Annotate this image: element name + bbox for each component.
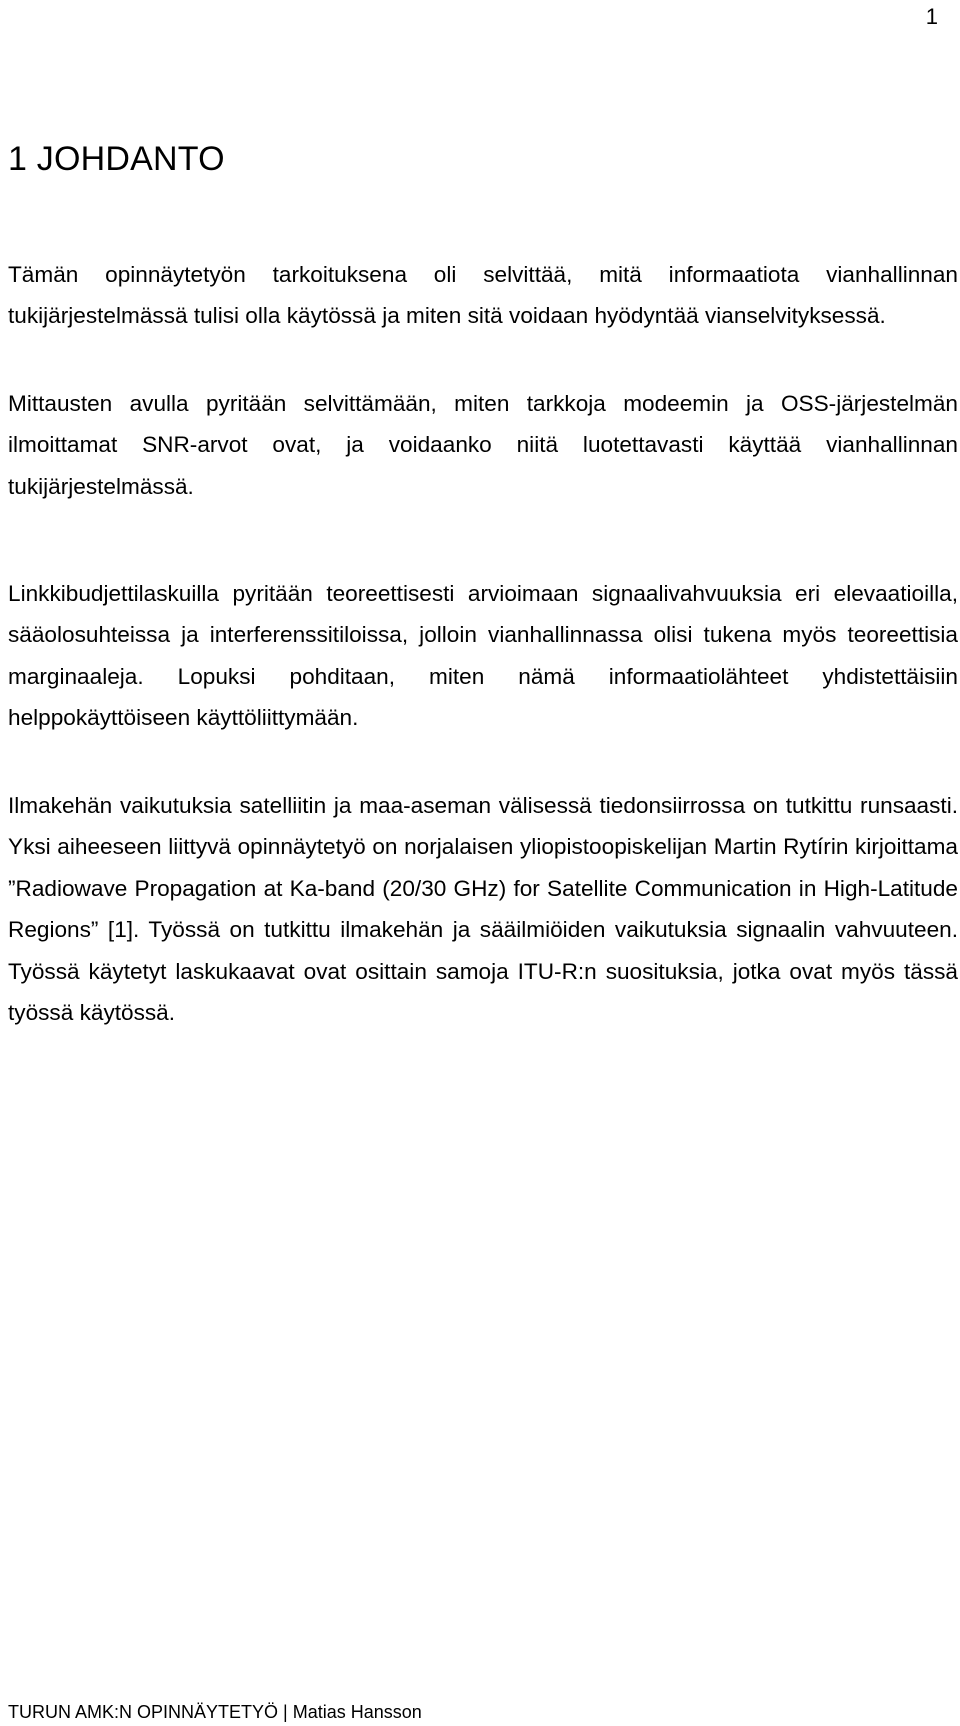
paragraph-link-budget: Linkkibudjettilaskuilla pyritään teoreettisesti arvioimaan signaalivahvuuksia eri elevaatioilla, sääolosuhteissa ja interferenssitiloissa, jolloin vianhallinnassa olisi tukena myös teoreettisia marginaaleja. Lopuksi pohditaan, miten nämä informaatiolähteet yhdistettäisiin helppokäyttöiseen käyttöliittymään.	[8, 581, 958, 731]
paragraph-measurements: Mittausten avulla pyritään selvittämään, miten tarkkoja modeemin ja OSS-järjestelmän ilmoittamat SNR-arvot ovat, ja voidaanko niitä luotettavasti käyttää vianhallinnan tukijärjestelmässä.	[8, 391, 958, 499]
page-number: 1	[925, 4, 938, 29]
chapter-title: 1 JOHDANTO	[8, 140, 225, 178]
paragraph-atmospheric-effects: Ilmakehän vaikutuksia satelliitin ja maa-aseman välisessä tiedonsiirrossa on tutkittu runsaasti. Yksi aiheeseen liittyvä opinnäytetyö on norjalaisen yliopistoopiskelijan Martin Rytírin kirjoittama ”Radiowave Propagation at Ka-band (20/30 GHz) for Satellite Communication in High-Latitude Regions” [1]. Työssä on tutkittu ilmakehän ja sääilmiöiden vaikutuksia signaalin vahvuuteen. Työssä käytetyt laskukaavat ovat osittain samoja ITU-R:n suosituksia, jotka ovat myös tässä työssä käytössä.	[8, 793, 958, 1026]
page-footer: TURUN AMK:N OPINNÄYTETYÖ | Matias Hansson	[8, 1702, 422, 1722]
paragraph-purpose: Tämän opinnäytetyön tarkoituksena oli selvittää, mitä informaatiota vianhallinnan tukijärjestelmässä tulisi olla käytössä ja miten sitä voidaan hyödyntää vianselvityksessä.	[8, 262, 958, 329]
